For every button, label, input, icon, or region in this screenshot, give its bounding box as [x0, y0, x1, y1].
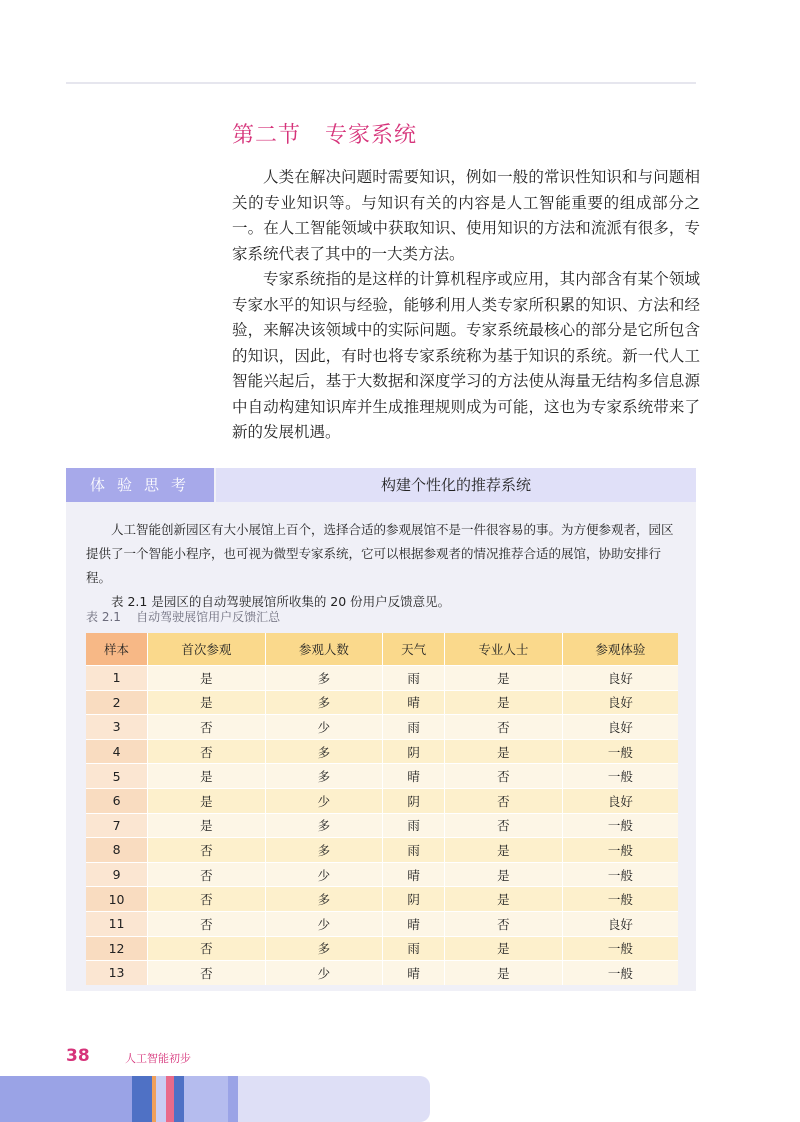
panel-header: [66, 468, 696, 502]
table-cell: 良好: [563, 911, 678, 936]
table-cell: 否: [148, 960, 266, 985]
table-cell: 一般: [563, 960, 678, 985]
table-row: [86, 739, 678, 764]
table-cell: 晴: [383, 960, 445, 985]
table-row: [86, 665, 678, 690]
table-cell: 良好: [563, 690, 678, 715]
section-body: [232, 165, 700, 446]
table-cell: 一般: [563, 813, 678, 838]
table-cell: 雨: [383, 837, 445, 862]
table-cell: 多: [266, 690, 384, 715]
table-cell: 多: [266, 886, 384, 911]
table-row: [86, 960, 678, 985]
table-cell: 少: [266, 788, 384, 813]
sample-number-cell: 8: [86, 837, 148, 862]
table-cell: 否: [148, 911, 266, 936]
table-row: [86, 862, 678, 887]
sample-number-cell: 12: [86, 936, 148, 961]
table-cell: 否: [445, 813, 563, 838]
table-cell: 否: [148, 886, 266, 911]
table-row: [86, 690, 678, 715]
table-cell: 是: [148, 813, 266, 838]
sample-number-cell: 4: [86, 739, 148, 764]
table-cell: 多: [266, 665, 384, 690]
sample-number-cell: 5: [86, 763, 148, 788]
table-cell: 是: [148, 665, 266, 690]
table-cell: 一般: [563, 763, 678, 788]
table-row: [86, 936, 678, 961]
table-cell: 是: [148, 763, 266, 788]
table-caption: 表 2.1 自动驾驶展馆用户反馈汇总: [86, 610, 281, 624]
table-cell: 是: [148, 788, 266, 813]
table-cell: 晴: [383, 862, 445, 887]
table-cell: 一般: [563, 936, 678, 961]
table-cell: 一般: [563, 837, 678, 862]
paragraph: 人类在解决问题时需要知识，例如一般的常识性知识和与问题相关的专业知识等。与知识有关的内容是人工智能重要的组成部分之一。在人工智能领域中获取知识、使用知识的方法和流派有很多，专家系统代表了其中的一大类方法。: [232, 168, 700, 263]
top-rule: [66, 82, 696, 84]
table-cell: 否: [148, 862, 266, 887]
table-cell: 良好: [563, 714, 678, 739]
table-cell: 阴: [383, 739, 445, 764]
table-header-cell: 参观体验: [563, 633, 678, 665]
table-cell: 雨: [383, 665, 445, 690]
table-body: [86, 665, 678, 985]
table-cell: 良好: [563, 788, 678, 813]
table-cell: 否: [445, 714, 563, 739]
table-cell: 否: [445, 911, 563, 936]
panel-title: 构建个性化的推荐系统: [216, 468, 696, 502]
table-cell: 是: [445, 960, 563, 985]
table-cell: 否: [445, 763, 563, 788]
running-head: 人工智能初步: [125, 1052, 191, 1065]
table-cell: 晴: [383, 763, 445, 788]
table-cell: 多: [266, 813, 384, 838]
sample-number-cell: 2: [86, 690, 148, 715]
table-header-cell: 参观人数: [266, 633, 384, 665]
table-cell: 少: [266, 911, 384, 936]
panel-paragraph: 表 2.1 是园区的自动驾驶展馆所收集的 20 份用户反馈意见。: [111, 594, 451, 609]
table-cell: 一般: [563, 739, 678, 764]
table-cell: 是: [445, 739, 563, 764]
table-cell: 是: [148, 690, 266, 715]
feedback-table: [86, 633, 678, 985]
table-cell: 晴: [383, 690, 445, 715]
table-cell: 晴: [383, 911, 445, 936]
table-header-cell: 样本: [86, 633, 148, 665]
table-row: [86, 813, 678, 838]
table-cell: 一般: [563, 886, 678, 911]
table-cell: 是: [445, 862, 563, 887]
paragraph: 专家系统指的是这样的计算机程序或应用，其内部含有某个领域专家水平的知识与经验，能够利用人类专家所积累的知识、方法和经验，来解决该领域中的实际问题。专家系统最核心的部分是它所包含的知识，因此，有时也将专家系统称为基于知识的系统。新一代人工智能兴起后，基于大数据和深度学习的方法使从海量无结构多信息源中自动构建知识库并生成推理规则成为可能，这也为专家系统带来了新的发展机遇。: [232, 270, 700, 441]
table-cell: 否: [445, 788, 563, 813]
section-title: 第二节 专家系统: [232, 123, 417, 148]
table-row: [86, 886, 678, 911]
table-cell: 阴: [383, 886, 445, 911]
panel-paragraph: 人工智能创新园区有大小展馆上百个，选择合适的参观展馆不是一件很容易的事。为方便参观者，园区提供了一个智能小程序，也可视为微型专家系统，它可以根据参观者的情况推荐合适的展馆，协助安排行程。: [86, 522, 674, 585]
table-cell: 多: [266, 837, 384, 862]
table-cell: 是: [445, 665, 563, 690]
table-cell: 多: [266, 936, 384, 961]
table-cell: 少: [266, 862, 384, 887]
table-cell: 一般: [563, 862, 678, 887]
sample-number-cell: 7: [86, 813, 148, 838]
panel-text: [86, 518, 676, 614]
table-cell: 多: [266, 739, 384, 764]
table-cell: 雨: [383, 813, 445, 838]
sample-number-cell: 3: [86, 714, 148, 739]
sample-number-cell: 10: [86, 886, 148, 911]
table-cell: 否: [148, 714, 266, 739]
table-cell: 良好: [563, 665, 678, 690]
table-cell: 否: [148, 739, 266, 764]
table-cell: 是: [445, 837, 563, 862]
table-row: [86, 911, 678, 936]
table-row: [86, 837, 678, 862]
sample-number-cell: 13: [86, 960, 148, 985]
table-cell: 阴: [383, 788, 445, 813]
table-cell: 雨: [383, 936, 445, 961]
table-header-row: [86, 633, 678, 665]
sample-number-cell: 1: [86, 665, 148, 690]
table-cell: 是: [445, 690, 563, 715]
table-row: [86, 763, 678, 788]
table-header-cell: 专业人士: [445, 633, 563, 665]
sample-number-cell: 6: [86, 788, 148, 813]
table-cell: 少: [266, 960, 384, 985]
table-cell: 是: [445, 936, 563, 961]
table-header-cell: 天气: [383, 633, 445, 665]
panel-tag: 体验思考: [66, 468, 214, 502]
table-cell: 是: [445, 886, 563, 911]
table-header-cell: 首次参观: [148, 633, 266, 665]
table-row: [86, 714, 678, 739]
table-cell: 雨: [383, 714, 445, 739]
table-cell: 多: [266, 763, 384, 788]
table-cell: 否: [148, 837, 266, 862]
table-row: [86, 788, 678, 813]
table-cell: 否: [148, 936, 266, 961]
table-cell: 少: [266, 714, 384, 739]
page-number: 38: [66, 1046, 90, 1066]
sample-number-cell: 9: [86, 862, 148, 887]
sample-number-cell: 11: [86, 911, 148, 936]
footer-decoration: [0, 1076, 430, 1122]
